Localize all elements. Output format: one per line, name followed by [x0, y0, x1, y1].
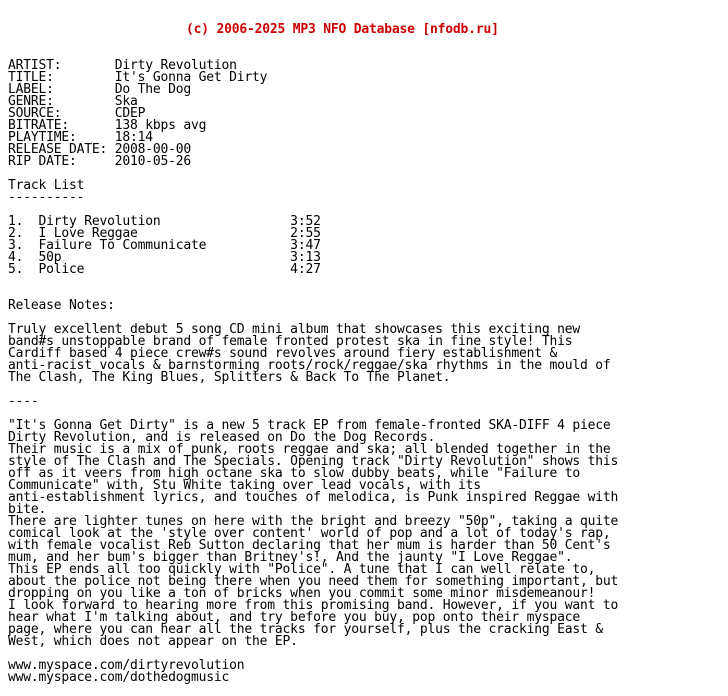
header-copyright: (c) 2006-2025 MP3 NFO Database [nfodb.ru] [186, 22, 499, 37]
nfo-line [8, 276, 728, 288]
nfo-line: GENRE: Ska [8, 94, 138, 109]
nfo-line: about the police not being there when you need them for something important, but [8, 574, 619, 589]
nfo-line: TITLE: It's Gonna Get Dirty [8, 70, 268, 85]
nfo-line: This EP ends all too quickly with "Police". A tune that I can well relate to, [8, 562, 596, 577]
nfo-line: with female vocalist Reb Sutton declaring that her mum is harder than 50 Cent's [8, 538, 611, 553]
nfo-line: The Clash, The King Blues, Splitters & Back To The Planet. [8, 370, 451, 385]
nfo-line: RELEASE DATE: 2008-00-00 [8, 142, 192, 157]
nfo-line: Their music is a mix of punk, roots reggae and ska; all blended together in the [8, 442, 611, 457]
nfo-line: I look forward to hearing more from this promising band. However, if you want to [8, 598, 619, 613]
nfo-line: Truly excellent debut 5 song CD mini album that showcases this exciting new [8, 322, 580, 337]
nfo-line: PLAYTIME: 18:14 [8, 130, 153, 145]
nfo-line: www.myspace.com/dothedogmusic [8, 670, 230, 685]
nfo-line: off as it veers from high octane ska to slow dubby beats, while "Failure to [8, 466, 580, 481]
nfo-body [8, 60, 728, 684]
nfo-line: anti-establishment lyrics, and touches of melodica, is Punk inspired Reggae with [8, 490, 619, 505]
nfo-line: West, which does not appear on the EP. [8, 634, 298, 649]
nfo-line: Cardiff based 4 piece crew#s sound revolves around fiery establishment & [8, 346, 558, 361]
nfo-line: RIP DATE: 2010-05-26 [8, 154, 192, 169]
nfo-line: ---------- [8, 190, 85, 205]
nfo-line: There are lighter tunes on here with the bright and breezy "50p", taking a quite [8, 514, 619, 529]
nfo-line: mum, and her bum's bigger than Britney's!, And the jaunty "I Love Reggae". [8, 550, 573, 565]
nfo-line: Track List [8, 178, 85, 193]
nfo-line: hear what I'm talking about, and try before you buy, pop onto their myspace [8, 610, 580, 625]
nfo-line: anti-racist vocals & barnstorming roots/rock/reggae/ska rhythms in the mould of [8, 358, 611, 373]
nfo-line: 1. Dirty Revolution 3:52 [8, 214, 321, 229]
nfo-line: style of The Clash and The Specials. Opening track "Dirty Revolution" shows this [8, 454, 619, 469]
nfo-line: ARTIST: Dirty Revolution [8, 58, 237, 73]
nfo-line: 3. Failure To Communicate 3:47 [8, 238, 321, 253]
nfo-line: "It's Gonna Get Dirty" is a new 5 track EP from female-fronted SKA-DIFF 4 piece [8, 418, 611, 433]
nfo-line: 5. Police 4:27 [8, 262, 321, 277]
nfo-line: bite. [8, 502, 47, 517]
nfo-line: Dirty Revolution, and is released on Do the Dog Records. [8, 430, 436, 445]
nfo-line: LABEL: Do The Dog [8, 82, 192, 97]
nfo-line [8, 288, 728, 300]
nfo-line [8, 168, 728, 180]
nfo-line: www.myspace.com/dirtyrevolution [8, 658, 245, 673]
nfo-line: Release Notes: [8, 298, 115, 313]
nfo-line: 2. I Love Reggae 2:55 [8, 226, 321, 241]
nfo-line: band#s unstoppable brand of female fronted protest ska in fine style! This [8, 334, 573, 349]
nfo-line: dropping on you like a ton of bricks when you commit some minor misdemeanour! [8, 586, 596, 601]
nfo-line: 4. 50p 3:13 [8, 250, 321, 265]
nfo-line: ---- [8, 394, 39, 409]
nfo-line [8, 384, 728, 396]
nfo-line: SOURCE: CDEP [8, 106, 146, 121]
nfo-line: comical look at the 'style over content' world of pop and a lot of today's rap, [8, 526, 611, 541]
nfo-line: BITRATE: 138 kbps avg [8, 118, 207, 133]
nfo-line: page, where you can hear all the tracks for yourself, plus the cracking East & [8, 622, 603, 637]
nfo-line: Communicate" with, Stu White taking over lead vocals, with its [8, 478, 481, 493]
